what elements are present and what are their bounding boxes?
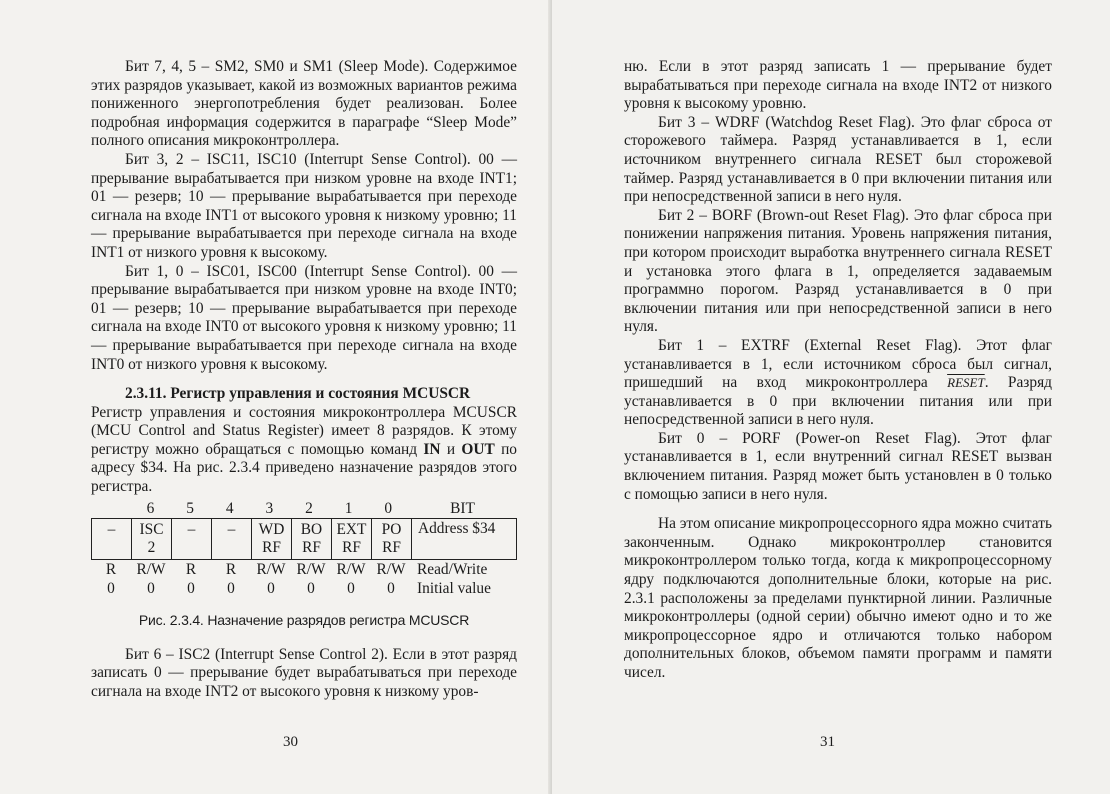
- reset-pin-label: RESET: [947, 375, 985, 391]
- paragraph-porf: Бит 0 – PORF (Power-on Reset Flag). Этот флаг устанавливается в 1, если внутренний сигнал RESET вызван включением питания. Разряд может быть установлен в 0 только с помощью записи в него нуля.: [624, 429, 1052, 503]
- paragraph-sleep-mode: Бит 7, 4, 5 – SM2, SM0 и SM1 (Sleep Mode). Содержимое этих разрядов указывает, какой из возможных вариантов режима пониженного энергопотребления будет реализован. Более подробная информация содержится в параграфе “Sleep Mode” полного описания микроконтроллера.: [91, 58, 517, 150]
- paragraph-register-intro: Регистр управления и состояния микроконтроллера MCUSCR (MCU Control and Status Register) имеет 8 разрядов. К этому регистру можно обращаться с помощью команд IN и OUT по адресу $34. На рис. 2.3.4 приведено назначение разрядов этого регистра.: [91, 403, 517, 496]
- page-number: 30: [283, 734, 298, 750]
- bit-number: 6: [146, 499, 155, 517]
- initial-value: 0: [307, 579, 315, 597]
- access-value: R/W: [136, 560, 166, 578]
- access-label: Read/Write: [417, 560, 488, 578]
- access-value: R/W: [296, 560, 326, 578]
- paragraph-extrf: Бит 1 – EXTRF (External Reset Flag). Этот флаг устанавливается в 1, если источником сброса был сигнал, пришедший на вход микроконтроллера RESET. Разряд устанавливается в 0 при включении питания или при непосредственной записи в него нуля.: [624, 336, 1052, 429]
- bit-number: 2: [305, 499, 313, 517]
- initial-value: 0: [107, 579, 115, 597]
- paragraph-borf: Бит 2 – BORF (Brown-out Reset Flag). Это флаг сброса при понижении напряжения питания. Уровень напряжения питания, при котором происходит выработка внутреннего сигнала RESET и установка этого флага в 1, определяется задаваемым программно порогом. Разряд устанавливается в 0 при включении питания или при непосредственной записи в него нуля.: [624, 206, 1052, 336]
- initial-value: 0: [387, 579, 395, 597]
- bit-number: 3: [265, 499, 274, 517]
- register-cell-2: BO RF: [292, 519, 332, 559]
- register-cell-1: EXT RF: [332, 519, 372, 559]
- paragraph-bit6: Бит 6 – ISC2 (Interrupt Sense Control 2). Если в этот разряд записать 0 — прерывание будет вырабатываться при переходе сигнала на входе INT2 от высокого уровня к низкому уров-: [91, 645, 517, 700]
- cmd-out: OUT: [461, 440, 495, 458]
- register-address: Address $34: [418, 519, 496, 537]
- paragraph-isc0: Бит 1, 0 – ISC01, ISC00 (Interrupt Sense Control). 00 — прерывание вырабатывается при низком уровне на входе INT0; 01 — резерв; 10 — прерывание вырабатывается при переходе сигнала на входе INT0 от высокого уровня к низкому уровню; 11 — прерывание вырабатывается при переходе сигнала на входе INT0 от низкого уровня к высокому.: [91, 262, 517, 373]
- bit-number: 0: [384, 499, 393, 517]
- access-value: R/W: [376, 560, 406, 578]
- register-cell-5: –: [172, 519, 212, 559]
- bit-label: BIT: [450, 499, 475, 517]
- bit-number: 4: [225, 499, 234, 517]
- access-value: R/W: [256, 560, 286, 578]
- register-cell-7: –: [92, 519, 132, 559]
- initial-value: 0: [267, 579, 275, 597]
- section-heading: 2.3.11. Регистр управления и состояния MCUSCR: [125, 385, 471, 403]
- register-cell-4: –: [212, 519, 252, 559]
- cmd-in: IN: [423, 440, 441, 458]
- paragraph-isc1: Бит 3, 2 – ISC11, ISC10 (Interrupt Sense Control). 00 — прерывание вырабатывается при низком уровне на входе INT1; 01 — резерв; 10 — прерывание вырабатывается при переходе сигнала на входе INT1 от высокого уровня к низкому уровню; 11 — прерывание вырабатывается при переходе сигнала на входе INT1 от низкого уровня к высокому.: [91, 150, 517, 261]
- access-row: [91, 560, 517, 579]
- access-value: R/W: [336, 560, 366, 578]
- initial-value: 0: [227, 579, 235, 597]
- access-value: R: [225, 560, 237, 578]
- register-cell-0: PO RF: [372, 519, 412, 559]
- paragraph-continuation: ню. Если в этот разряд записать 1 — прерывание будет вырабатываться при переходе сигнала на входе INT2 от низкого уровня к высокому уровню.: [624, 58, 1052, 113]
- figure-caption: Рис. 2.3.4. Назначение разрядов регистра MCUSCR: [138, 611, 470, 628]
- register-cell-6: ISC 2: [132, 519, 172, 559]
- right-page: [552, 0, 1110, 794]
- initial-value: 0: [347, 579, 355, 597]
- bit-number-row: [91, 499, 517, 518]
- register-table: [91, 518, 517, 560]
- access-value: R: [185, 560, 197, 578]
- page-number: 31: [820, 734, 835, 750]
- access-value: R: [105, 560, 117, 578]
- register-cell-3: WD RF: [252, 519, 292, 559]
- register-diagram: [91, 499, 517, 598]
- initial-value-row: [91, 579, 517, 598]
- paragraph-conclusion: На этом описание микропроцессорного ядра можно считать законченным. Однако микроконтроллер становится микроконтроллером только тогда, когда к микропроцессорному ядру подключаются дополнительные блоки, которые на рис. 2.3.1 расположены за пределами пунктирной линии. Различные микроконтроллеры (одной серии) обычно имеют одно и то же микропроцессорное ядро и отличаются только набором дополнительных блоков, объемом памяти программ и памяти чисел.: [624, 515, 1052, 681]
- left-text-column: [91, 58, 517, 701]
- initial-value: 0: [187, 579, 195, 597]
- left-page: [0, 0, 552, 794]
- right-text-column: [624, 58, 1052, 683]
- paragraph-wdrf: Бит 3 – WDRF (Watchdog Reset Flag). Это флаг сброса от сторожевого таймера. Разряд устанавливается в 1, если источником внутреннего сигнала RESET был сторожевой таймер. Разряд устанавливается в 0 при включении питания или при непосредственной записи в него нуля.: [624, 113, 1052, 206]
- initial-value-label: Initial value: [417, 579, 491, 597]
- bit-number: 1: [344, 499, 353, 517]
- bit-number: 5: [186, 499, 194, 517]
- initial-value: 0: [147, 579, 155, 597]
